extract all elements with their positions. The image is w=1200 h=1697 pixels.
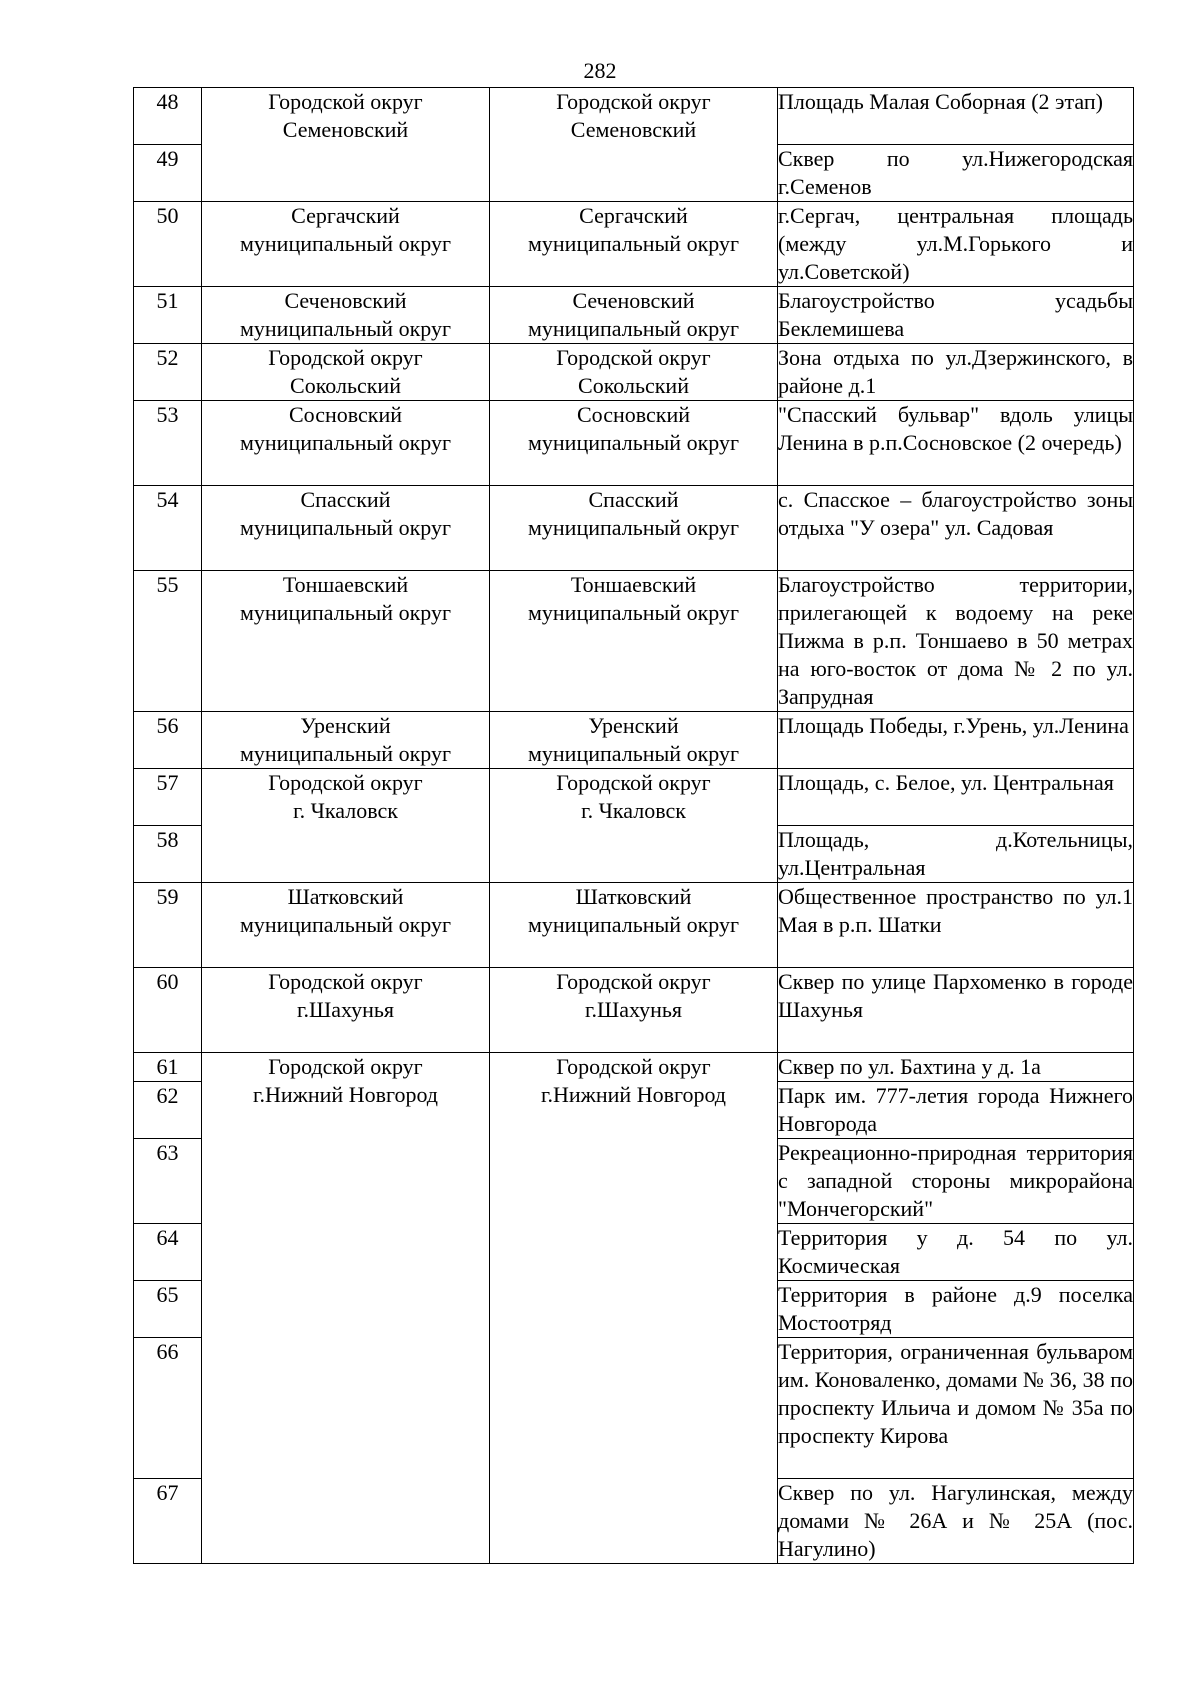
table-row (134, 769, 1134, 826)
municipality-cell (490, 344, 778, 401)
municipality-line: г.Нижний Новгород (540, 1082, 727, 1107)
municipality-line: муниципальный округ (527, 741, 739, 766)
row-number: 60 (134, 968, 202, 1053)
municipality-cell (490, 769, 778, 883)
row-number: 67 (134, 1479, 202, 1564)
row-number: 55 (134, 571, 202, 712)
district-line: муниципальный округ (239, 316, 451, 341)
municipality-line: Сергачский (579, 203, 688, 228)
row-number: 53 (134, 401, 202, 486)
district-cell (202, 968, 490, 1053)
row-number: 64 (134, 1224, 202, 1281)
row-number: 49 (134, 145, 202, 202)
municipality-line: Уренский (588, 713, 679, 738)
page-number: 282 (583, 58, 617, 83)
municipality-line: Городской округ (556, 345, 711, 370)
district-cell (202, 202, 490, 287)
district-line: г.Шахунья (296, 997, 395, 1022)
row-number: 59 (134, 883, 202, 968)
table-row (134, 401, 1134, 486)
district-line: Семеновский (282, 117, 409, 142)
table-row (134, 1053, 1134, 1082)
row-number: 48 (134, 88, 202, 145)
district-line: муниципальный округ (239, 912, 451, 937)
municipality-cell (490, 202, 778, 287)
object-description: Благоустройство усадьбы Беклемишева (778, 287, 1134, 344)
table-row (134, 88, 1134, 145)
district-line: Городской округ (268, 345, 423, 370)
row-number: 56 (134, 712, 202, 769)
municipality-cell (490, 712, 778, 769)
district-line: г.Нижний Новгород (252, 1082, 439, 1107)
district-line: Тоншаевский (282, 572, 409, 597)
municipality-line: Городской округ (556, 1054, 711, 1079)
object-description: Площадь Малая Соборная (2 этап) (778, 88, 1134, 145)
district-line: муниципальный округ (239, 515, 451, 540)
municipality-cell (490, 883, 778, 968)
municipality-line: Семеновский (570, 117, 697, 142)
object-description: с. Спасское – благоустройство зоны отдыха "У озера" ул. Садовая (778, 486, 1134, 571)
row-number: 58 (134, 826, 202, 883)
object-description: Сквер по ул. Бахтина у д. 1а (778, 1053, 1134, 1082)
row-number: 61 (134, 1053, 202, 1082)
district-line: Городской округ (268, 1054, 423, 1079)
municipality-line: Городской округ (556, 969, 711, 994)
table-row (134, 344, 1134, 401)
municipality-cell (490, 88, 778, 202)
district-cell (202, 287, 490, 344)
object-description: "Спасский бульвар" вдоль улицы Ленина в р.п.Сосновское (2 очередь) (778, 401, 1134, 486)
table-row (134, 712, 1134, 769)
row-number: 62 (134, 1082, 202, 1139)
object-description: Территория в районе д.9 поселка Мостоотряд (778, 1281, 1134, 1338)
object-description: Площадь Победы, г.Урень, ул.Ленина (778, 712, 1134, 769)
municipality-line: муниципальный округ (527, 231, 739, 256)
district-line: Шатковский (287, 884, 404, 909)
district-line: Уренский (300, 713, 391, 738)
municipality-line: г.Шахунья (584, 997, 683, 1022)
district-line: г. Чкаловск (293, 798, 398, 823)
object-description: Общественное пространство по ул.1 Мая в р.п. Шатки (778, 883, 1134, 968)
district-cell (202, 883, 490, 968)
objects-table (133, 87, 1134, 1564)
municipality-line: Сосновский (576, 402, 691, 427)
district-line: Сокольский (290, 373, 401, 398)
district-cell (202, 401, 490, 486)
municipality-line: Городской округ (556, 770, 711, 795)
municipality-cell (490, 486, 778, 571)
object-description: Территория, ограниченная бульваром им. Коноваленко, домами № 36, 38 по проспекту Ильича и домом № 35а по проспекту Кирова (778, 1338, 1134, 1479)
object-description: Площадь, с. Белое, ул. Центральная (778, 769, 1134, 826)
table-row (134, 968, 1134, 1053)
municipality-cell (490, 571, 778, 712)
municipality-line: Тоншаевский (570, 572, 697, 597)
district-line: муниципальный округ (239, 430, 451, 455)
district-cell (202, 486, 490, 571)
municipality-line: г. Чкаловск (581, 798, 686, 823)
municipality-line: муниципальный округ (527, 316, 739, 341)
district-line: Городской округ (268, 969, 423, 994)
object-description: Площадь, д.Котельницы, ул.Центральная (778, 826, 1134, 883)
object-description: Сквер по улице Пархоменко в городе Шахунья (778, 968, 1134, 1053)
district-line: Сосновский (288, 402, 403, 427)
district-cell (202, 712, 490, 769)
row-number: 63 (134, 1139, 202, 1224)
municipality-line: Спасский (588, 487, 679, 512)
table-row (134, 202, 1134, 287)
district-line: Городской округ (268, 89, 423, 114)
district-line: Сергачский (291, 203, 400, 228)
district-line: Сеченовский (284, 288, 407, 313)
municipality-line: Сеченовский (572, 288, 695, 313)
municipality-cell (490, 401, 778, 486)
district-cell (202, 1053, 490, 1564)
row-number: 51 (134, 287, 202, 344)
table-row (134, 486, 1134, 571)
object-description: Рекреационно-природная территория с западной стороны микрорайона "Мончегорский" (778, 1139, 1134, 1224)
district-line: муниципальный округ (239, 600, 451, 625)
district-line: Спасский (300, 487, 391, 512)
district-line: Городской округ (268, 770, 423, 795)
district-line: муниципальный округ (239, 231, 451, 256)
table-row (134, 571, 1134, 712)
row-number: 54 (134, 486, 202, 571)
table-row (134, 287, 1134, 344)
district-cell (202, 769, 490, 883)
district-cell (202, 88, 490, 202)
municipality-line: Шатковский (575, 884, 692, 909)
object-description: Сквер по ул. Нагулинская, между домами № 26А и № 25А (пос. Нагулино) (778, 1479, 1134, 1564)
municipality-line: муниципальный округ (527, 515, 739, 540)
municipality-line: муниципальный округ (527, 912, 739, 937)
municipality-line: Городской округ (556, 89, 711, 114)
row-number: 52 (134, 344, 202, 401)
municipality-cell (490, 1053, 778, 1564)
municipality-line: муниципальный округ (527, 600, 739, 625)
object-description: Зона отдыха по ул.Дзержинского, в районе д.1 (778, 344, 1134, 401)
object-description: Благоустройство территории, прилегающей к водоему на реке Пижма в р.п. Тоншаево в 50 метрах на юго-восток от дома № 2 по ул. Запрудная (778, 571, 1134, 712)
object-description: Территория у д. 54 по ул. Космическая (778, 1224, 1134, 1281)
object-description: г.Сергач, центральная площадь (между ул.М.Горького и ул.Советской) (778, 202, 1134, 287)
object-description: Парк им. 777-летия города Нижнего Новгорода (778, 1082, 1134, 1139)
row-number: 66 (134, 1338, 202, 1479)
municipality-line: Сокольский (578, 373, 689, 398)
row-number: 57 (134, 769, 202, 826)
district-cell (202, 344, 490, 401)
table-row (134, 883, 1134, 968)
row-number: 65 (134, 1281, 202, 1338)
row-number: 50 (134, 202, 202, 287)
municipality-cell (490, 968, 778, 1053)
district-cell (202, 571, 490, 712)
municipality-cell (490, 287, 778, 344)
municipality-line: муниципальный округ (527, 430, 739, 455)
object-description: Сквер по ул.Нижегородская г.Семенов (778, 145, 1134, 202)
district-line: муниципальный округ (239, 741, 451, 766)
